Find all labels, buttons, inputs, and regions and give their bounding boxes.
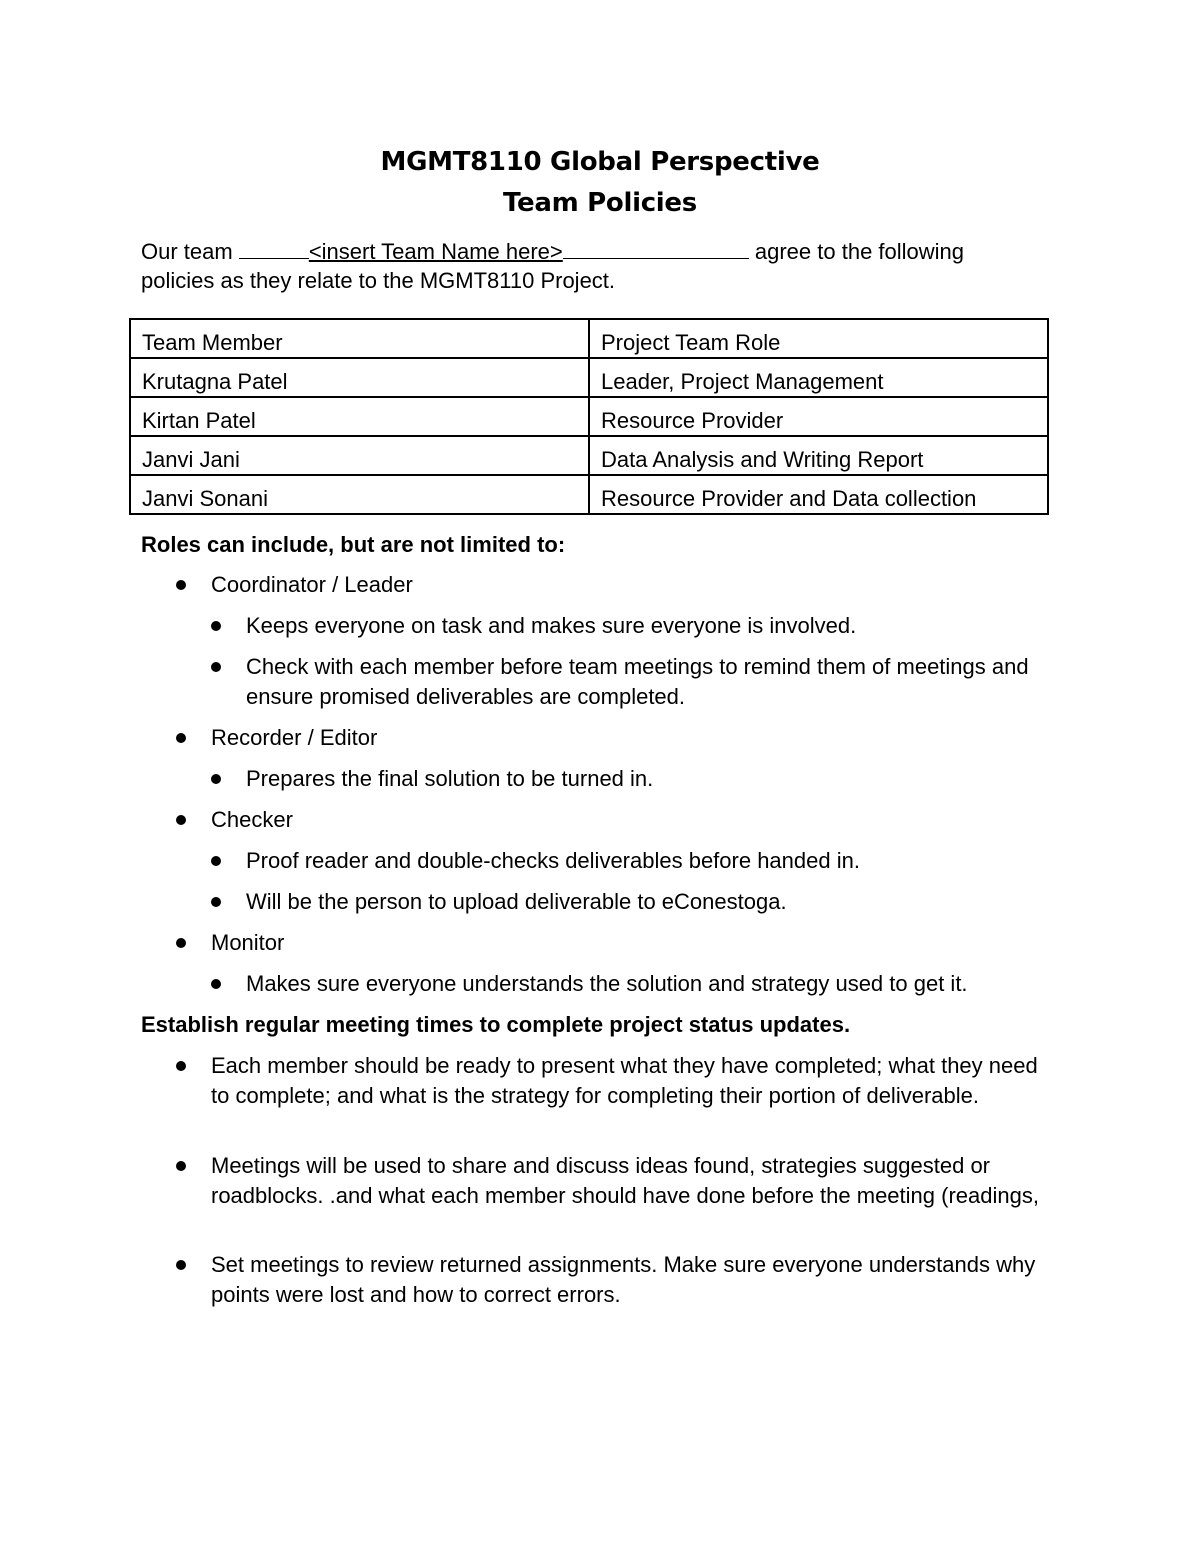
team-members-table	[129, 318, 1049, 515]
member-role: Data Analysis and Writing Report	[589, 436, 1048, 475]
role-detail-text: Keeps everyone on task and makes sure everyone is involved.	[246, 613, 857, 638]
blank-line	[239, 236, 309, 259]
bullet-icon	[211, 856, 221, 866]
bullet-icon	[176, 1161, 186, 1171]
bullet-icon	[211, 621, 221, 631]
role-label: Coordinator / Leader	[211, 572, 413, 597]
intro-line2: policies as they relate to the MGMT8110 Project.	[141, 268, 616, 293]
role-detail	[246, 652, 1056, 712]
role-detail	[246, 764, 1056, 794]
role-item	[211, 723, 1061, 753]
role-item	[211, 570, 1061, 600]
roles-heading: Roles can include, but are not limited to:	[141, 532, 566, 557]
role-detail-text: Proof reader and double-checks deliverables before handed in.	[246, 848, 860, 873]
member-name: Janvi Jani	[130, 436, 589, 475]
table-row	[130, 436, 1048, 475]
intro-prefix: Our team	[141, 239, 239, 264]
document-subtitle: Team Policies	[503, 188, 697, 218]
table-header-row	[130, 319, 1048, 358]
bullet-icon	[176, 815, 186, 825]
role-detail	[246, 846, 1056, 876]
role-detail	[246, 969, 1056, 999]
member-name: Kirtan Patel	[130, 397, 589, 436]
role-detail	[246, 611, 1056, 641]
role-label: Recorder / Editor	[211, 725, 378, 750]
meeting-item	[211, 1051, 1061, 1111]
member-role: Resource Provider and Data collection	[589, 475, 1048, 514]
team-name-placeholder: <insert Team Name here>	[308, 239, 563, 264]
role-detail-text: Check with each member before team meetings to remind them of meetings and ensure promised deliverables are completed.	[246, 654, 1029, 709]
table-row	[130, 358, 1048, 397]
bullet-icon	[176, 733, 186, 743]
intro-paragraph	[141, 236, 1061, 295]
role-label: Checker	[211, 807, 293, 832]
role-item	[211, 928, 1061, 958]
table-row	[130, 475, 1048, 514]
header-team-member: Team Member	[130, 319, 589, 358]
table-row	[130, 397, 1048, 436]
role-item	[211, 805, 1061, 835]
meetings-heading: Establish regular meeting times to complete project status updates.	[141, 1012, 851, 1037]
member-name: Krutagna Patel	[130, 358, 589, 397]
bullet-icon	[211, 662, 221, 672]
role-detail	[246, 887, 1056, 917]
meeting-text: Each member should be ready to present what they have completed; what they need to complete; and what is the strategy for completing their portion of deliverable.	[211, 1053, 1038, 1108]
role-detail-text: Will be the person to upload deliverable to eConestoga.	[246, 889, 787, 914]
member-name: Janvi Sonani	[130, 475, 589, 514]
meeting-text: Meetings will be used to share and discuss ideas found, strategies suggested or roadblocks. .and what each member should have done before the meeting (readings,	[211, 1153, 1039, 1208]
bullet-icon	[176, 938, 186, 948]
bullet-icon	[176, 1061, 186, 1071]
role-detail-text: Makes sure everyone understands the solution and strategy used to get it.	[246, 971, 968, 996]
role-label: Monitor	[211, 930, 285, 955]
document-title: MGMT8110 Global Perspective	[380, 147, 820, 177]
bullet-icon	[211, 979, 221, 989]
bullet-icon	[211, 897, 221, 907]
bullet-icon	[176, 580, 186, 590]
bullet-icon	[211, 774, 221, 784]
role-detail-text: Prepares the final solution to be turned in.	[246, 766, 654, 791]
blank-line	[563, 236, 749, 259]
meeting-item	[211, 1151, 1061, 1211]
bullet-icon	[176, 1260, 186, 1270]
intro-suffix: agree to the following	[748, 239, 965, 264]
header-project-team-role: Project Team Role	[589, 319, 1048, 358]
member-role: Resource Provider	[589, 397, 1048, 436]
meeting-text: Set meetings to review returned assignments. Make sure everyone understands why points were lost and how to correct errors.	[211, 1252, 1036, 1307]
meeting-item	[211, 1250, 1061, 1310]
member-role: Leader, Project Management	[589, 358, 1048, 397]
